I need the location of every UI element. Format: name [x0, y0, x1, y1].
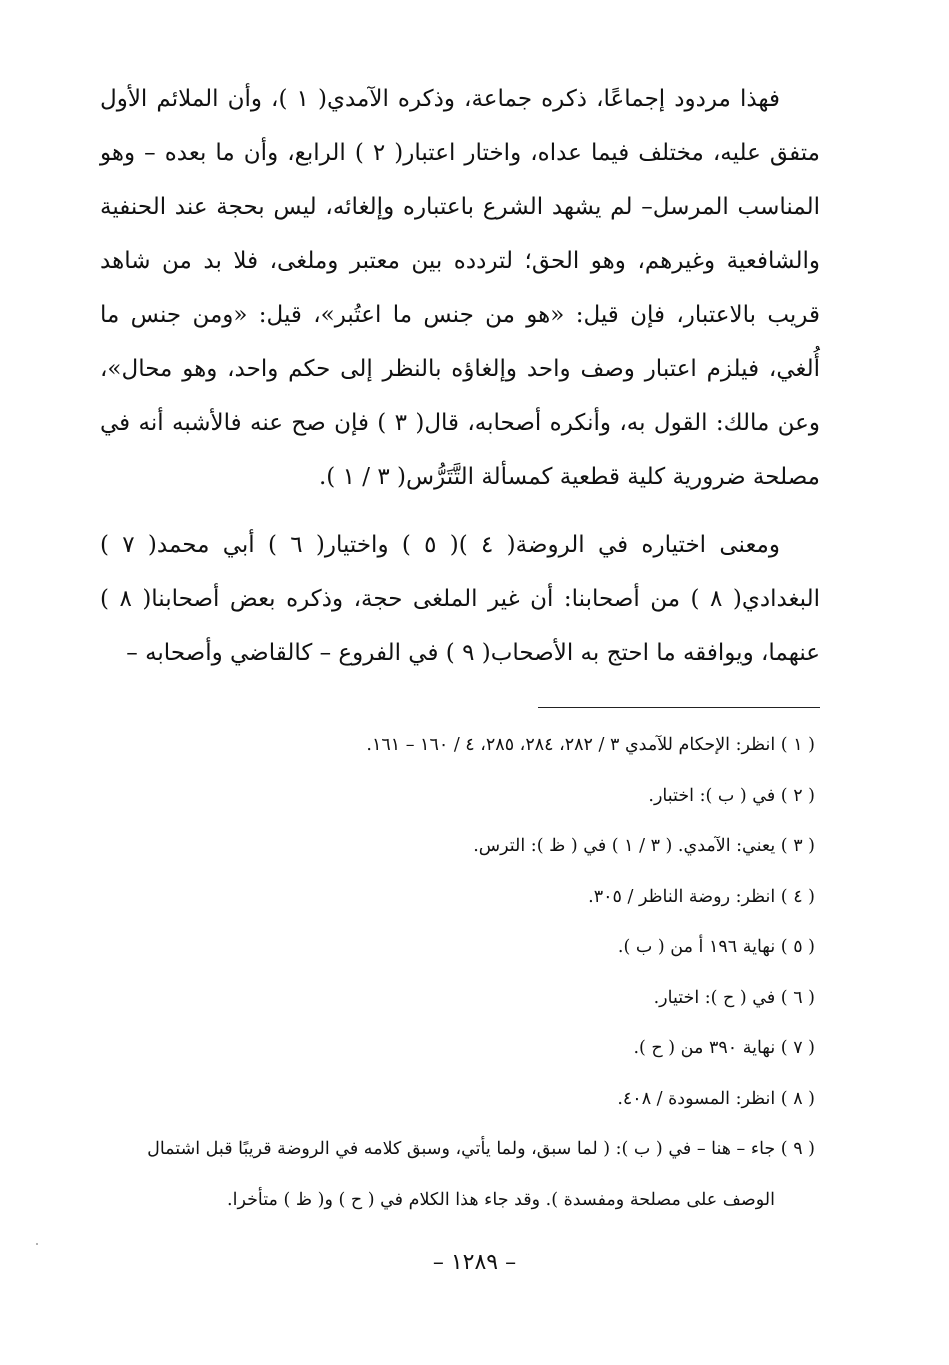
footnote-7: ( ٧ ) نهاية ٣٩٠ من ( ح ).: [633, 1038, 815, 1058]
footnote-2: ( ٢ ) في ( ب ): اختبار.: [648, 785, 815, 806]
footnote-4: ( ٤ ) انظر: روضة الناظر / ٣٠٥.: [588, 886, 815, 907]
main-text-body: [100, 72, 820, 680]
footnotes-section: [95, 720, 815, 1225]
footnote-3: ( ٣ ) يعني: الآمدي. ( ٣ / ١ ) في ( ظ ): الترس.: [473, 836, 815, 856]
footnote-8: ( ٨ ) انظر: المسودة / ٤٠٨.: [617, 1088, 815, 1109]
footnote-5: ( ٥ ) نهاية ١٩٦ أ من ( ب ).: [617, 937, 815, 957]
footnote-6: ( ٦ ) في ( ح ): اختيار.: [653, 987, 815, 1008]
main-paragraph-1: فهذا مردود إجماعًا، ذكره جماعة، وذكره الآمدي( ١ )، وأن الملائم الأول متفق عليه، مختلف فيما عداه، واختار اعتبار( ٢ ) الرابع، وأن ما بعده – وهو المناسب المرسل– لم يشهد الشرع باعتباره وإلغائه، ليس بحجة عند الحنفية والشافعية وغيرهم، وهو الحق؛ لتردده بين معتبر وملغى، فلا بد من شاهد قريب بالاعتبار، فإن قيل: «هو من جنس ما اعتُبر»، قيل: «ومن جنس ما أُلغي، فيلزم اعتبار وصف واحد وإلغاؤه بالنظر إلى حكم واحد، وهو محال»، وعن مالك: القول به، وأنكره أصحابه، قال( ٣ ) فإن صح عنه فالأشبه أنه في مصلحة ضرورية كلية قطعية كمسألة التَّتَرُّس( ٣ / ١ ).: [100, 86, 820, 490]
main-paragraph-2: ومعنى اختياره في الروضة( ٤ )( ٥ ) واختيار( ٦ ) أبي محمد( ٧ ) البغدادي( ٨ ) من أصحابنا: أن غير الملغى حجة، وذكره بعض أصحابنا( ٨ ) عنهما، ويوافقه ما احتج به الأصحاب( ٩ ) في الفروع – كالقاضي وأصحابه –: [100, 532, 820, 666]
footnote-separator-rule: [538, 707, 820, 708]
footnote-1: ( ١ ) انظر: الإحكام للآمدي ٣ / ٢٨٢، ٢٨٤، ٢٨٥، ٤ / ١٦٠ – ١٦١.: [366, 735, 815, 755]
page-number: – ١٢٨٩ –: [432, 1250, 517, 1275]
footnote-9: ( ٩ ) جاء – هنا – في ( ب ): ( لما سبق، ولما يأتي، وسبق كلامه في الروضة قريبًا قبل اشتمال: [147, 1139, 815, 1159]
footnote-9-continuation: الوصف على مصلحة ومفسدة ). وقد جاء هذا الكلام في ( ح ) و( ظ ) متأخرا.: [227, 1189, 775, 1210]
scan-speck: [36, 1243, 38, 1245]
